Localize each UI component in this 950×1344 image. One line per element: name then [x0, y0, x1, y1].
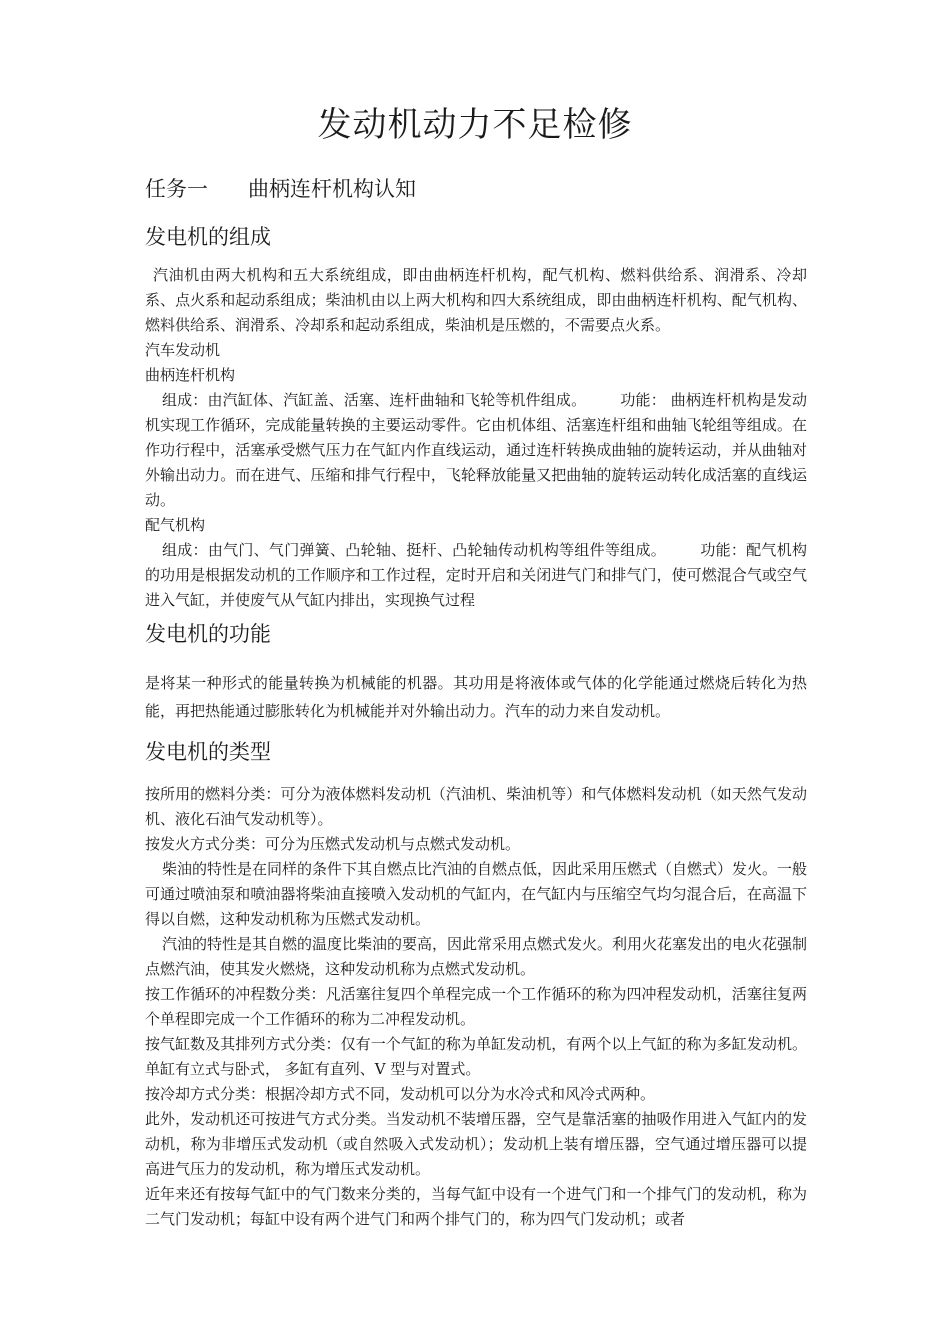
types-by-intake: 此外，发动机还可按进气方式分类。当发动机不装增压器，空气是靠活塞的抽吸作用进入气缸内的发动机，称为非增压式发动机（或自然吸入式发动机）；发动机上装有增压器，空气通过增压器可以提高进气压力的发动机，称为增压式发动机。 [145, 1110, 807, 1178]
crank-mechanism-paragraph [145, 388, 807, 513]
document-title: 发动机动力不足检修 [317, 105, 633, 145]
diesel-ignition-text: 柴油的特性是在同样的条件下其自燃点比汽油的自燃点低，因此采用压燃式（自燃式）发火。一般可通过喷油泵和喷油器将柴油直接喷入发动机的气缸内，在气缸内与压缩空气均匀混合后，在高温下得以自燃，这种发动机称为压燃式发动机。 [145, 860, 808, 928]
types-by-cooling: 按冷却方式分类：根据冷却方式不同，发动机可以分为水冷式和风冷式两种。 [145, 1085, 656, 1103]
valve-composition: 组成：由气门、气门弹簧、凸轮轴、挺杆、凸轮轴传动机构等组件等组成。 [162, 541, 667, 559]
types-by-cylinder: 按气缸数及其排列方式分类：仅有一个气缸的称为单缸发动机，有两个以上气缸的称为多缸发动机。单缸有立式与卧式， 多缸有直列、V 型与对置式。 [145, 1035, 807, 1078]
section-heading-function: 发电机的功能 [145, 622, 271, 646]
function-text: 是将某一种形式的能量转换为机械能的机器。其功用是将液体或气体的化学能通过燃烧后转化为热能，再把热能通过膨胀转化为机械能并对外输出动力。汽车的动力来自发动机。 [145, 674, 807, 720]
valve-function: 功能：配气机构的功用是根据发动机的工作顺序和工作过程，定时开启和关闭进气门和排气门，使可燃混合气或空气进入气缸，并使废气从气缸内排出，实现换气过程 [145, 541, 807, 609]
subheading-valve-train: 配气机构 [145, 516, 206, 534]
task-label: 任务一 [145, 177, 208, 201]
composition-intro: 汽油机由两大机构和五大系统组成，即由曲柄连杆机构，配气机构、燃料供给系、润滑系、冷却系、点火系和起动系组成；柴油机由以上两大机构和四大系统组成，即由曲柄连杆机构、配气机构、燃料供给系、润滑系、冷却系和起动系组成，柴油机是压燃的，不需要点火系。 [145, 266, 807, 334]
valve-train-paragraph [145, 538, 807, 613]
gasoline-ignition-text: 汽油的特性是其自燃的温度比柴油的要高，因此常采用点燃式发火。利用火花塞发出的电火花强制点燃汽油，使其发火燃烧，这种发动机称为点燃式发动机。 [145, 935, 808, 978]
types-by-fuel: 按所用的燃料分类：可分为液体燃料发动机（汽油机、柴油机等）和气体燃料发动机（如天然气发动机、液化石油气发动机等）。 [145, 785, 807, 828]
task-heading [145, 174, 416, 204]
crank-composition: 组成：由汽缸体、汽缸盖、活塞、连杆曲轴和飞轮等机件组成。 [162, 391, 587, 409]
composition-block [145, 263, 807, 613]
subheading-engine: 汽车发动机 [145, 341, 221, 359]
types-block [145, 782, 807, 1232]
section-heading-types: 发电机的类型 [145, 740, 271, 764]
crank-function: 功能： 曲柄连杆机构是发动机实现工作循环，完成能量转换的主要运动零件。它由机体组、活塞连杆组和曲轴飞轮组等组成。在作功行程中，活塞承受燃气压力在气缸内作直线运动，通过连杆转换成曲轴的旋转运动，并从曲轴对外输出动力。而在进气、压缩和排气行程中，飞轮释放能量又把曲轴的旋转运动转化成活塞的直线运动。 [145, 391, 807, 509]
types-by-valve-count: 近年来还有按每气缸中的气门数来分类的，当每气缸中设有一个进气门和一个排气门的发动机，称为二气门发动机；每缸中设有两个进气门和两个排气门的，称为四气门发动机；或者 [145, 1185, 807, 1228]
subheading-crank-mechanism: 曲柄连杆机构 [145, 366, 236, 384]
types-by-stroke: 按工作循环的冲程数分类：凡活塞往复四个单程完成一个工作循环的称为四冲程发动机，活塞往复两个单程即完成一个工作循环的称为二冲程发动机。 [145, 985, 807, 1028]
section-heading-composition: 发电机的组成 [145, 225, 271, 249]
types-by-ignition: 按发火方式分类：可分为压燃式发动机与点燃式发动机。 [145, 835, 521, 853]
function-block [145, 669, 807, 725]
task-name: 曲柄连杆机构认知 [248, 177, 416, 201]
